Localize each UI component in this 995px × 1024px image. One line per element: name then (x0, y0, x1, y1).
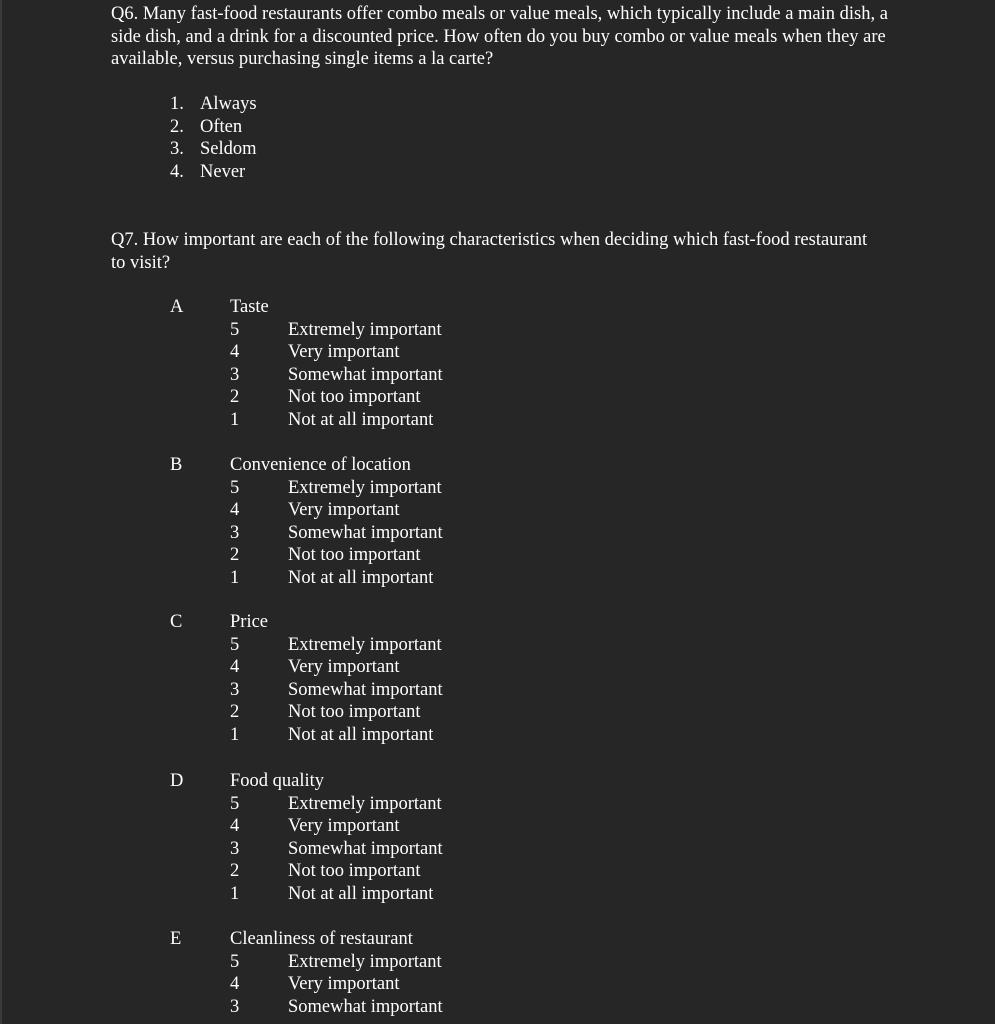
q6-option-number: 3. (170, 139, 184, 160)
q7-item-title: Convenience of location (230, 455, 411, 475)
q6-option-label: Often (200, 116, 243, 137)
rating-value: 3 (230, 996, 240, 1017)
q6-option (170, 138, 257, 161)
page-left-edge (0, 0, 2, 1024)
rating-label: Very important (288, 816, 400, 837)
rating-label: Somewhat important (288, 838, 443, 859)
rating-label: Not at all important (288, 567, 434, 588)
q6-option-number: 2. (170, 116, 184, 137)
rating-value: 3 (230, 522, 240, 543)
rating-label: Extremely important (288, 951, 442, 972)
rating-value: 5 (230, 477, 240, 498)
rating-value: 5 (230, 319, 240, 340)
rating-value: 1 (230, 409, 240, 430)
rating-label: Extremely important (288, 319, 442, 340)
rating-label: Somewhat important (288, 679, 443, 700)
q7-item-letter: D (170, 771, 184, 791)
rating-label: Not at all important (288, 409, 434, 430)
rating-label: Very important (288, 342, 400, 363)
rating-value: 4 (230, 974, 240, 995)
rating-value: 4 (230, 342, 240, 363)
rating-label: Extremely important (288, 477, 442, 498)
q6-option-label: Always (200, 94, 257, 114)
rating-value: 2 (230, 861, 240, 882)
q6-option-number: 1. (170, 94, 184, 114)
rating-label: Not too important (288, 545, 421, 566)
rating-label: Not too important (288, 861, 421, 882)
q6-option-label: Never (200, 161, 246, 182)
rating-label: Extremely important (288, 793, 442, 814)
q6-option (170, 116, 257, 139)
rating-value: 4 (230, 816, 240, 837)
rating-label: Very important (288, 974, 400, 995)
rating-value: 5 (230, 793, 240, 814)
q7-item-title: Cleanliness of restaurant (230, 929, 413, 949)
q6-options-list (170, 93, 257, 183)
rating-label: Extremely important (288, 634, 442, 655)
rating-label: Somewhat important (288, 996, 443, 1017)
rating-value: 3 (230, 364, 240, 385)
rating-value: 3 (230, 679, 240, 700)
q7-item-title: Food quality (230, 771, 325, 791)
q7-item-letter: E (170, 929, 182, 949)
rating-label: Somewhat important (288, 522, 443, 543)
rating-value: 2 (230, 702, 240, 723)
q7-item-title: Price (230, 612, 269, 632)
q7-item-letter: C (170, 612, 183, 632)
q6-option (170, 93, 257, 116)
rating-label: Not too important (288, 387, 421, 408)
rating-value: 3 (230, 838, 240, 859)
rating-value: 1 (230, 724, 240, 745)
q6-option-label: Seldom (200, 139, 257, 160)
rating-value: 2 (230, 387, 240, 408)
rating-label: Not at all important (288, 883, 434, 904)
rating-value: 1 (230, 883, 240, 904)
q6-question-text: Q6. Many fast-food restaurants offer combo meals or value meals, which typically include a main dish, a side dish, and a drink for a discounted price. How often do you buy combo or value meals when they are available, versus purchasing single items a la carte? (111, 4, 888, 70)
q7-question-text: Q7. How important are each of the following characteristics when deciding which fast-food restaurant to visit? (111, 230, 868, 273)
rating-label: Very important (288, 657, 400, 678)
rating-label: Somewhat important (288, 364, 443, 385)
rating-label: Not too important (288, 702, 421, 723)
rating-label: Very important (288, 500, 400, 521)
q6-option (170, 161, 257, 184)
rating-value: 2 (230, 545, 240, 566)
rating-value: 5 (230, 951, 240, 972)
q7-item-title: Taste (230, 297, 269, 317)
rating-value: 5 (230, 634, 240, 655)
q7-item-letter: A (170, 297, 184, 317)
rating-value: 1 (230, 567, 240, 588)
rating-value: 4 (230, 500, 240, 521)
q7-item-letter: B (170, 455, 183, 475)
rating-label: Not at all important (288, 724, 434, 745)
q6-option-number: 4. (170, 161, 184, 182)
rating-value: 4 (230, 657, 240, 678)
